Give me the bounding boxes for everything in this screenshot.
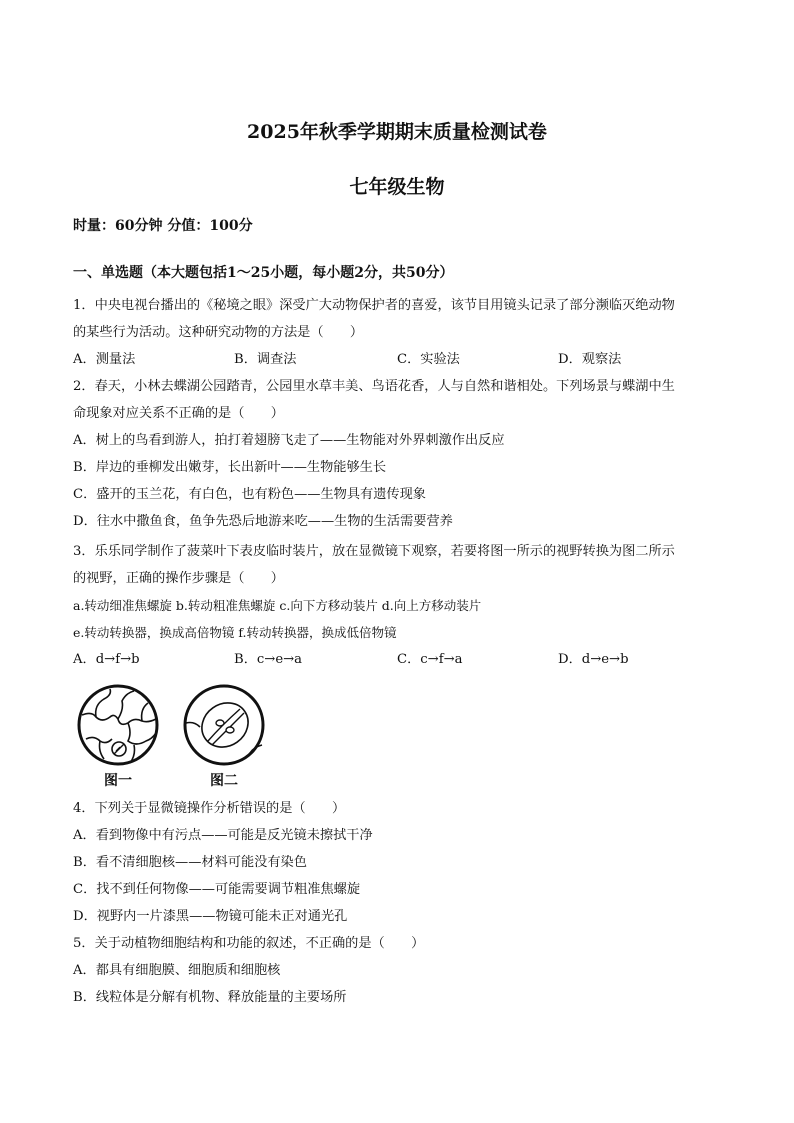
q1-option-c: C．实验法 bbox=[397, 352, 460, 367]
microscope-view-figure-2 bbox=[182, 683, 266, 767]
q5-stem: 5．关于动植物细胞结构和功能的叙述，不正确的是（ ） bbox=[73, 936, 425, 951]
figure-2-caption: 图二 bbox=[210, 773, 238, 789]
exam-meta: 时量：60分钟 分值：100分 bbox=[73, 218, 253, 234]
q3-steps-line2: e.转动转换器，换成高倍物镜 f.转动转换器，换成低倍物镜 bbox=[73, 625, 397, 640]
q5-option-a: A．都具有细胞膜、细胞质和细胞核 bbox=[73, 963, 281, 978]
q4-option-a: A．看到物像中有污点——可能是反光镜未擦拭干净 bbox=[73, 828, 373, 843]
q4-option-c: C．找不到任何物像——可能需要调节粗准焦螺旋 bbox=[73, 882, 361, 897]
q2-option-b: B．岸边的垂柳发出嫩芽，长出新叶——生物能够生长 bbox=[73, 460, 387, 475]
q3-option-d: D．d→e→b bbox=[558, 652, 629, 667]
q3-option-b: B．c→e→a bbox=[234, 652, 303, 667]
q3-stem-line2: 的视野，正确的操作步骤是（ ） bbox=[73, 571, 284, 586]
q4-stem: 4．下列关于显微镜操作分析错误的是（ ） bbox=[73, 801, 346, 816]
figure-1-caption: 图一 bbox=[104, 773, 132, 789]
q1-option-b: B．调查法 bbox=[234, 352, 297, 367]
q3-option-c: C．c→f→a bbox=[397, 652, 463, 667]
exam-title: 2025年秋季学期期末质量检测试卷 bbox=[247, 121, 547, 143]
q1-option-a: A．测量法 bbox=[73, 352, 136, 367]
q1-stem-line2: 的某些行为活动。这种研究动物的方法是（ ） bbox=[73, 325, 364, 340]
q2-option-d: D．往水中撒鱼食，鱼争先恐后地游来吃——生物的生活需要营养 bbox=[73, 514, 453, 529]
q3-stem-line1: 3．乐乐同学制作了菠菜叶下表皮临时装片，放在显微镜下观察，若要将图一所示的视野转换为图二所示 bbox=[73, 544, 675, 559]
microscope-view-figure-1 bbox=[76, 683, 160, 767]
q4-option-b: B．看不清细胞核——材料可能没有染色 bbox=[73, 855, 307, 870]
q2-stem-line2: 命现象对应关系不正确的是（ ） bbox=[73, 406, 284, 421]
q2-stem-line1: 2．春天，小林去蝶湖公园踏青，公园里水草丰美、鸟语花香，人与自然和谐相处。下列场景与蝶湖中生 bbox=[73, 379, 675, 394]
q5-option-b: B．线粒体是分解有机物、释放能量的主要场所 bbox=[73, 990, 347, 1005]
q1-stem-line1: 1．中央电视台播出的《秘境之眼》深受广大动物保护者的喜爱，该节目用镜头记录了部分濒临灭绝动物 bbox=[73, 298, 675, 313]
q2-option-a: A．树上的鸟看到游人，拍打着翅膀飞走了——生物能对外界刺激作出反应 bbox=[73, 433, 505, 448]
exam-subtitle: 七年级生物 bbox=[349, 176, 445, 198]
q4-option-d: D．视野内一片漆黑——物镜可能未正对通光孔 bbox=[73, 909, 348, 924]
q1-option-d: D．观察法 bbox=[558, 352, 622, 367]
q3-steps-line1: a.转动细准焦螺旋 b.转动粗准焦螺旋 c.向下方移动装片 d.向上方移动装片 bbox=[73, 598, 482, 613]
section-heading: 一、单选题（本大题包括1～25小题，每小题2分，共50分） bbox=[73, 265, 454, 281]
q3-option-a: A．d→f→b bbox=[73, 652, 140, 667]
q2-option-c: C．盛开的玉兰花，有白色，也有粉色——生物具有遗传现象 bbox=[73, 487, 426, 502]
